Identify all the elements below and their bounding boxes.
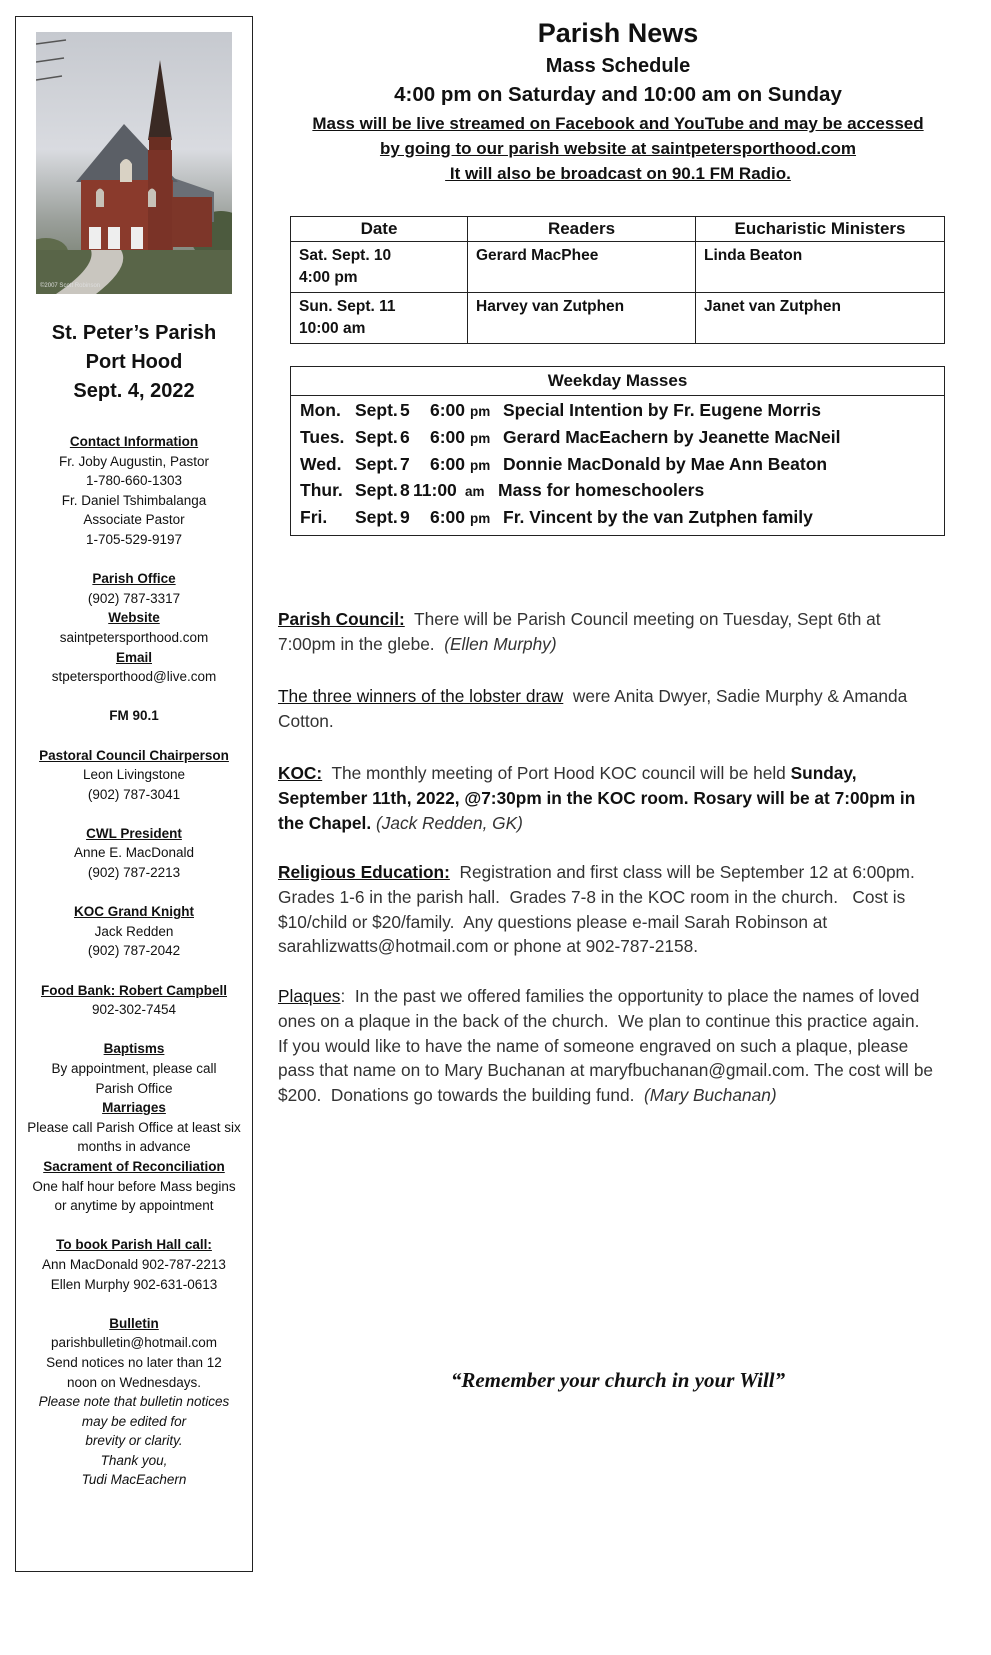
weekday-intention: Special Intention by Fr. Eugene Morris xyxy=(503,400,821,420)
closing-quote: “Remember your church in your Will” xyxy=(450,1368,786,1392)
koc-name: Jack Redden xyxy=(94,923,174,939)
weekday-time: 11:00 xyxy=(413,480,457,501)
church-photo xyxy=(36,32,232,294)
bulletin-date: Sept. 4, 2022 xyxy=(73,380,195,402)
page-title: Parish News xyxy=(537,18,699,48)
weekday-day: Mon. xyxy=(300,400,341,420)
cell-date xyxy=(291,242,468,293)
bulletin-line-2: noon on Wednesdays. xyxy=(66,1374,202,1390)
weekday-day: Tues. xyxy=(300,426,345,447)
weekday-row xyxy=(300,452,935,479)
associate-title: Associate Pastor xyxy=(83,512,185,528)
weekday-day: Thur. xyxy=(300,480,343,501)
marriages-heading: Marriages xyxy=(102,1100,166,1116)
bulletin-note-4: Thank you, xyxy=(100,1452,168,1468)
weekday-ampm: pm xyxy=(470,404,491,419)
weekday-month: Sept. xyxy=(355,453,398,474)
reconciliation-line-2: or anytime by appointment xyxy=(54,1198,214,1214)
date-line: Sat. Sept. 10 xyxy=(299,247,392,264)
email-link[interactable]: stpetersporthood@live.com xyxy=(51,669,217,685)
weekday-row xyxy=(300,505,935,532)
foodbank-phone: 902-302-7454 xyxy=(91,1002,177,1018)
sidebar-info xyxy=(16,432,252,1490)
website-heading: Website xyxy=(108,610,160,626)
weekday-date: 7 xyxy=(400,453,410,474)
cwl-phone: (902) 787-2213 xyxy=(87,865,181,881)
cell-date xyxy=(291,293,468,344)
weekday-row xyxy=(300,478,935,505)
parish-name-block xyxy=(16,319,252,406)
bulletin-note-1: Please note that bulletin notices xyxy=(38,1394,230,1410)
weekday-ampm: pm xyxy=(470,511,491,527)
marriages-line-2: months in advance xyxy=(77,1139,191,1155)
church-image xyxy=(36,32,232,294)
marriages-line-1: Please call Parish Office at least six xyxy=(27,1119,241,1135)
contact-heading: Contact Information xyxy=(69,434,199,449)
weekday-time: 6:00 xyxy=(429,507,465,528)
time-line: 4:00 pm xyxy=(299,269,358,286)
weekday-date: 9 xyxy=(400,507,410,528)
pastoral-phone: (902) 787-3041 xyxy=(87,786,181,802)
weekday-ampm: pm xyxy=(470,457,491,473)
notice-heading: Plaques xyxy=(278,986,341,1006)
weekday-ampm: am xyxy=(465,484,485,500)
bulletin-heading: Bulletin xyxy=(109,1315,159,1331)
hall-contact-1: Ann MacDonald 902-787-2213 xyxy=(42,1256,226,1272)
bulletin-note-5: Tudi MacEachern xyxy=(81,1472,187,1488)
weekday-date: 6 xyxy=(400,426,410,447)
ministry-schedule-table xyxy=(290,216,945,344)
mass-schedule-heading: Mass Schedule xyxy=(545,55,691,77)
weekday-intention: Fr. Vincent by the van Zutphen family xyxy=(503,507,813,528)
bulletin-note-3: brevity or clarity. xyxy=(85,1433,183,1449)
bulletin-email[interactable]: parishbulletin@hotmail.com xyxy=(50,1335,218,1351)
stream-line-3: It will also be broadcast on 90.1 FM Radio. xyxy=(445,164,791,183)
cell-minister: Linda Beaton xyxy=(696,242,945,293)
parish-town: Port Hood xyxy=(85,351,183,373)
weekday-time: 6:00 xyxy=(429,400,465,420)
pastor-name: Fr. Joby Augustin, Pastor xyxy=(58,453,210,469)
pastor-phone: 1-780-660-1303 xyxy=(85,473,183,489)
cwl-heading: CWL President xyxy=(86,825,182,841)
weekday-row xyxy=(300,398,935,425)
notice-koc xyxy=(278,761,938,835)
koc-heading: KOC Grand Knight xyxy=(74,904,194,920)
weekday-date: 8 xyxy=(400,480,410,501)
table-header-row xyxy=(291,217,945,242)
weekday-month: Sept. xyxy=(355,426,398,447)
sidebar xyxy=(15,16,253,1572)
reconciliation-heading: Sacrament of Reconciliation xyxy=(43,1158,225,1174)
notice-credit: (Mary Buchanan) xyxy=(644,1085,777,1106)
weekday-masses-list xyxy=(291,396,945,536)
bulletin-note-2: may be edited for xyxy=(81,1413,187,1429)
pastoral-heading: Pastoral Council Chairperson xyxy=(39,747,229,763)
notice-text: were Anita Dwyer, Sadie Murphy & Amanda Cotton. xyxy=(278,686,912,731)
weekday-masses-heading: Weekday Masses xyxy=(291,367,945,396)
notice-text: Registration and first class will be September 12 at 6:00pm. Grades 1-6 in the parish hall. Grades 7-8 in the KOC room in the church. Cost is $10/child or $20/family. Any questions please e-mail Sarah Robinson at sarahlizwatts@hotmail.com or phone at 902-787-2158. xyxy=(278,862,934,957)
cell-reader: Gerard MacPhee xyxy=(468,242,696,293)
notice-text: The monthly meeting of Port Hood KOC council will be held xyxy=(322,763,791,783)
foodbank-heading: Food Bank: Robert Campbell xyxy=(40,982,227,998)
notice-heading: The three winners of the lobster draw xyxy=(278,686,564,706)
pastoral-name: Leon Livingstone xyxy=(82,767,186,783)
office-phone: (902) 787-3317 xyxy=(87,590,181,606)
weekday-month: Sept. xyxy=(355,480,398,501)
notice-heading: Parish Council: xyxy=(278,609,405,629)
column-header-date: Date xyxy=(291,217,468,242)
notice-plaques xyxy=(278,984,938,1108)
weekday-time: 6:00 xyxy=(429,426,465,447)
stream-notice xyxy=(268,111,968,186)
notice-credit: (Ellen Murphy) xyxy=(444,633,557,654)
stream-line-2: by going to our parish website at saintpetersporthood.com xyxy=(379,139,857,158)
website-link[interactable]: saintpetersporthood.com xyxy=(59,629,209,645)
notice-text: : In the past we offered families the opportunity to place the names of loved ones on a plaque in the back of the church. We plan to continue this practice again. If you would like to have the name of someone engraved on such a plaque, please pass that name on to Mary Buchanan at maryfbuchanan@gmail.com. The cost will be $200. Donations go towards the building fund. xyxy=(278,986,938,1106)
weekday-date: 5 xyxy=(400,400,410,420)
notice-heading: Religious Education: xyxy=(278,862,450,882)
notice-parish-council xyxy=(278,607,938,657)
notice-heading: KOC: xyxy=(278,763,323,783)
associate-name: Fr. Daniel Tshimbalanga xyxy=(61,492,207,508)
weekday-intention: Gerard MacEachern by Jeanette MacNeil xyxy=(503,426,841,447)
koc-phone: (902) 787-2042 xyxy=(87,943,181,959)
cwl-name: Anne E. MacDonald xyxy=(73,845,195,861)
weekday-day: Fri. xyxy=(300,507,328,528)
baptisms-line-1: By appointment, please call xyxy=(51,1061,217,1076)
cell-minister: Janet van Zutphen xyxy=(696,293,945,344)
table-row xyxy=(291,242,945,293)
notice-bold-text: Sunday, September 11th, 2022, @7:30pm in the KOC room. Rosary will be at 7:00pm in the Chapel. xyxy=(278,763,916,833)
time-line: 10:00 am xyxy=(299,320,366,337)
associate-phone: 1-705-529-9197 xyxy=(85,531,183,547)
parish-name: St. Peter’s Parish xyxy=(51,322,217,344)
notice-lobster-draw xyxy=(278,684,938,734)
stream-line-1: Mass will be live streamed on Facebook and YouTube and may be accessed xyxy=(312,114,924,133)
mass-times: 4:00 pm on Saturday and 10:00 am on Sunday xyxy=(394,83,842,106)
weekday-ampm: pm xyxy=(470,430,491,446)
photo-caption: ©2007 Scott Robinson xyxy=(40,283,101,289)
notice-religious-education xyxy=(278,860,938,959)
column-header-ministers: Eucharistic Ministers xyxy=(696,217,945,242)
fm-radio: FM 90.1 xyxy=(109,708,159,724)
office-heading: Parish Office xyxy=(92,571,176,587)
weekday-row xyxy=(300,425,935,452)
hall-heading: To book Parish Hall call: xyxy=(56,1237,212,1253)
weekday-day: Wed. xyxy=(300,453,342,474)
baptisms-heading: Baptisms xyxy=(103,1041,165,1057)
bulletin-line-1: Send notices no later than 12 xyxy=(46,1354,222,1370)
baptisms-line-2: Parish Office xyxy=(95,1080,173,1096)
weekday-time: 6:00 xyxy=(429,453,465,474)
weekday-month: Sept. xyxy=(355,400,398,420)
hall-contact-2: Ellen Murphy 902-631-0613 xyxy=(50,1276,218,1292)
weekday-intention: Donnie MacDonald by Mae Ann Beaton xyxy=(503,453,828,474)
column-header-readers: Readers xyxy=(468,217,696,242)
notice-credit: (Jack Redden, GK) xyxy=(375,812,523,833)
date-line: Sun. Sept. 11 xyxy=(299,298,396,315)
table-row xyxy=(291,293,945,344)
email-heading: Email xyxy=(115,649,153,665)
reconciliation-line-1: One half hour before Mass begins xyxy=(32,1178,236,1194)
weekday-intention: Mass for homeschoolers xyxy=(498,480,705,501)
weekday-masses-table xyxy=(290,366,945,536)
notice-text: There will be Parish Council meeting on Tuesday, Sept 6th at 7:00pm in the glebe. xyxy=(278,609,886,654)
weekday-month: Sept. xyxy=(355,507,398,528)
cell-reader: Harvey van Zutphen xyxy=(468,293,696,344)
